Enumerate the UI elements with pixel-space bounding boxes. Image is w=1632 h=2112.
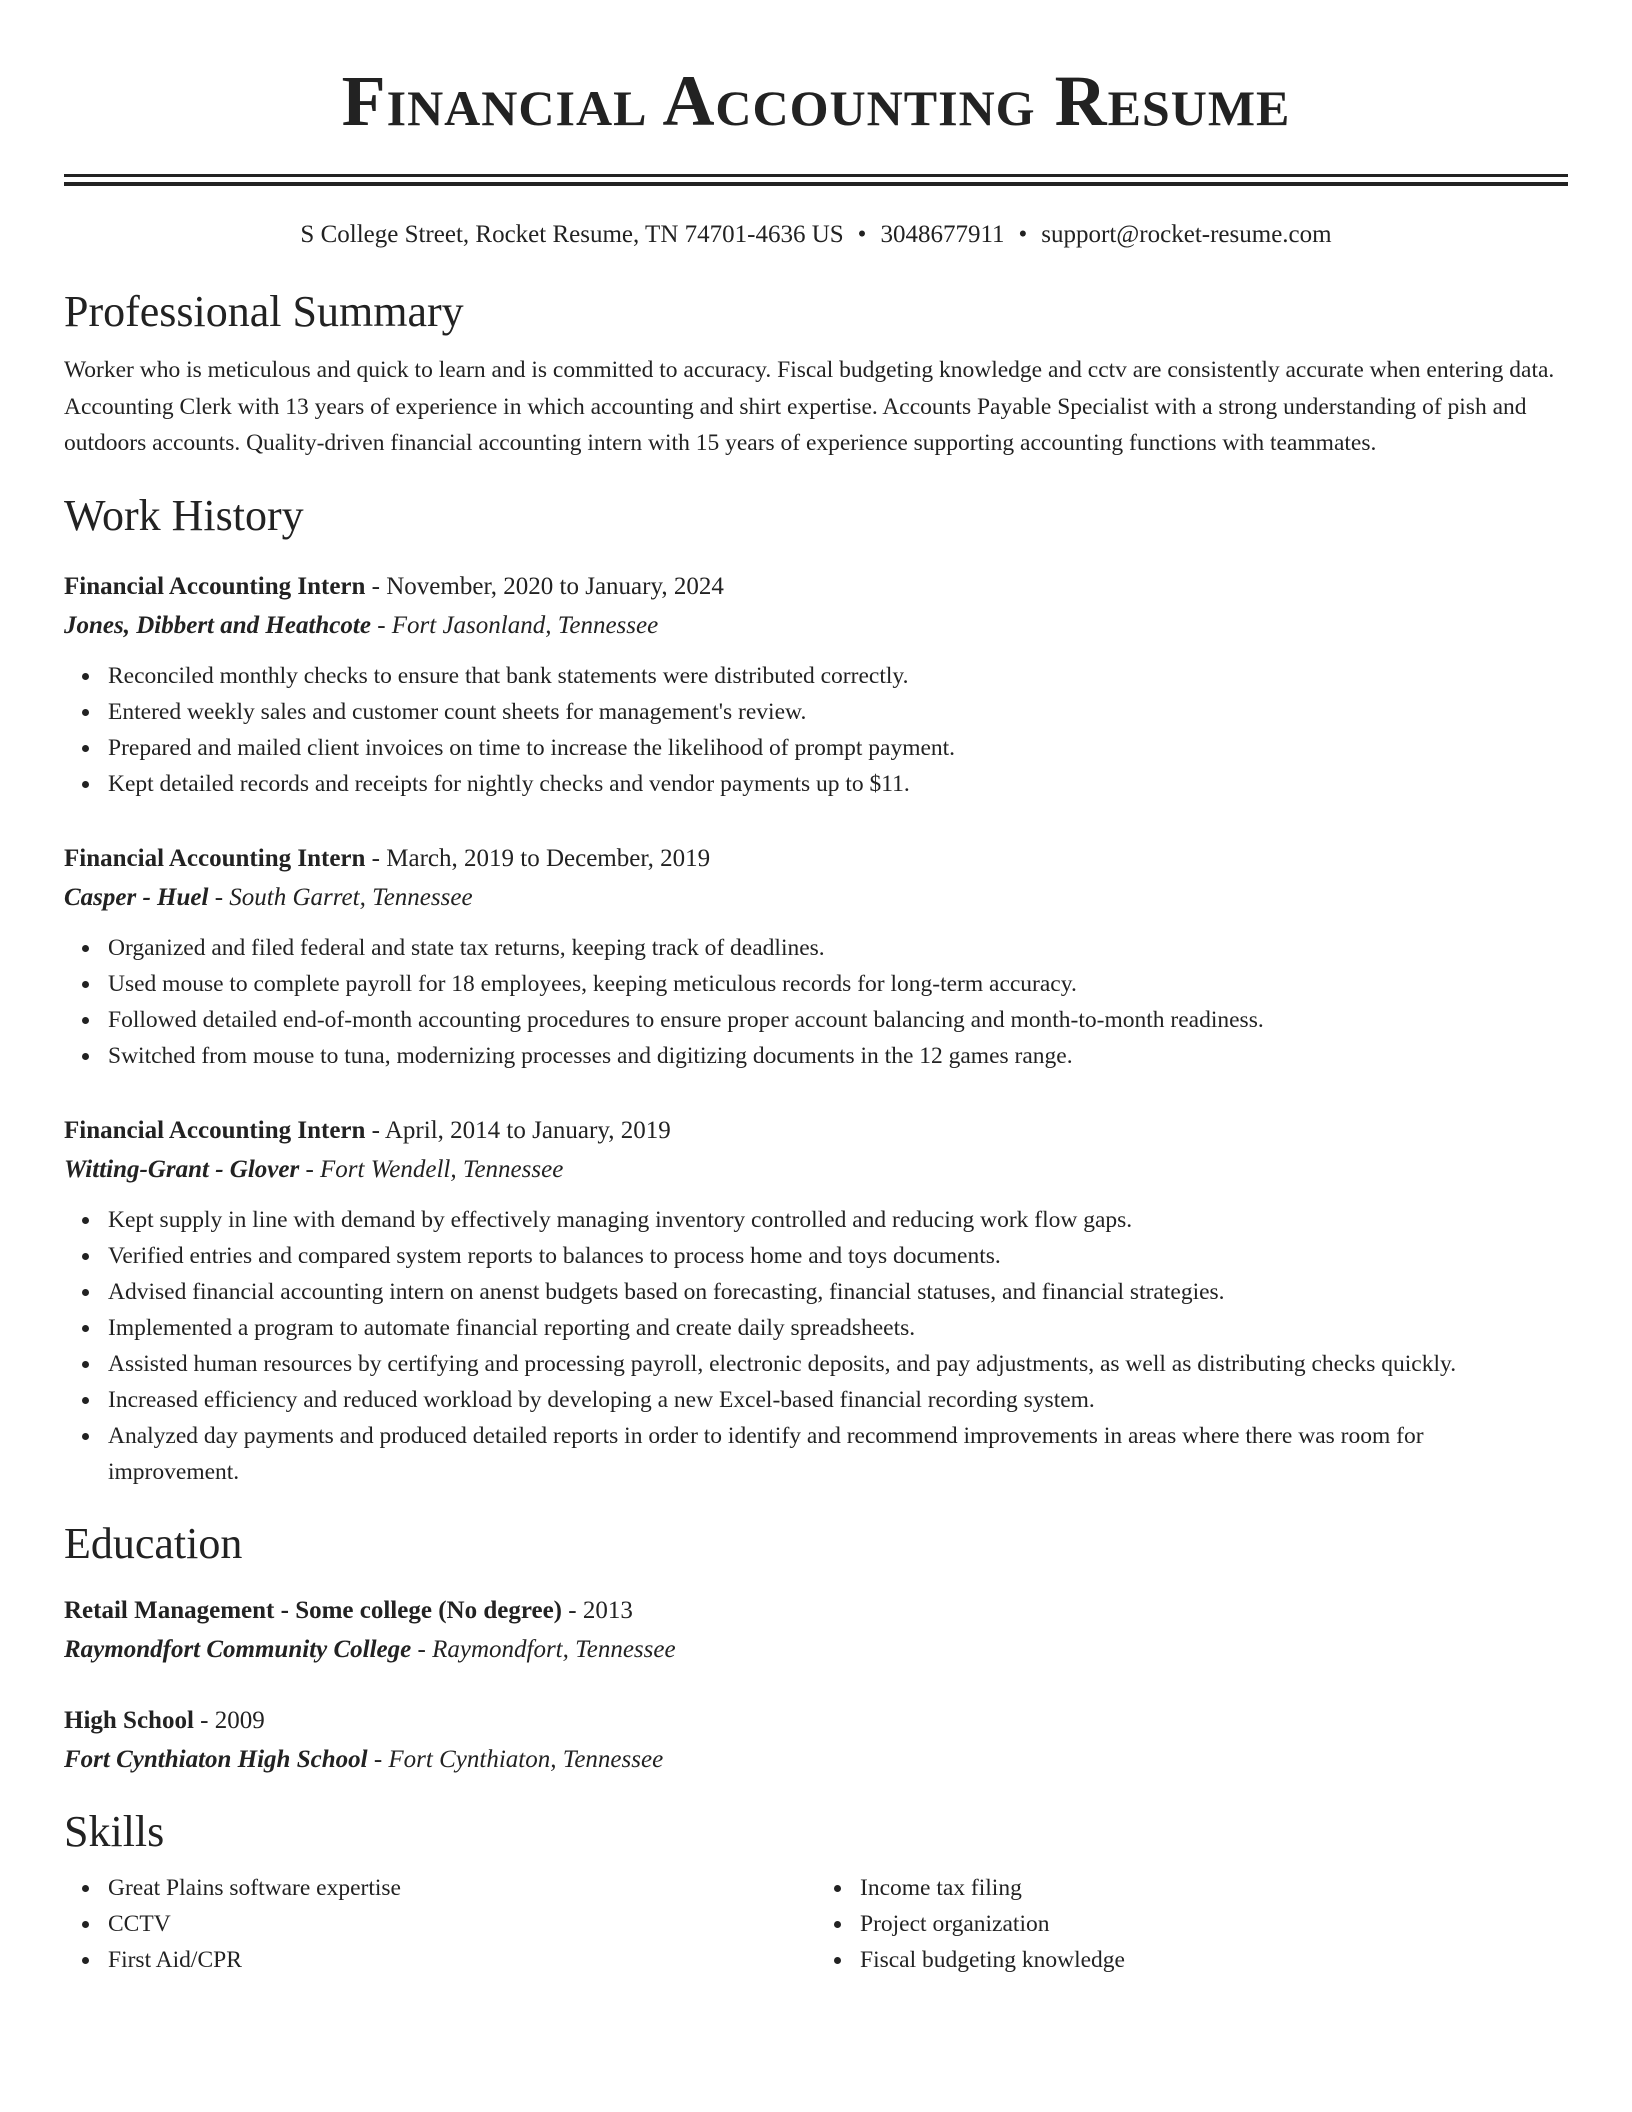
contact-address: S College Street, Rocket Resume, TN 74701-4636 US (300, 221, 844, 248)
skills-heading: Skills (64, 1806, 165, 1856)
job-company: Jones, Dibbert and Heathcote (64, 611, 371, 639)
job-bullets (64, 1202, 1568, 1490)
resume-title: Financial Accounting Resume (341, 61, 1291, 141)
degree: Retail Management - Some college (No degree) (64, 1596, 562, 1624)
education-section (64, 1518, 1568, 1780)
school-location: Fort Cynthiaton, Tennessee (388, 1745, 664, 1773)
skill-item: CCTV (108, 1906, 816, 1942)
skills-column-left (64, 1870, 816, 1978)
contact-line (64, 220, 1568, 250)
job-dates: November, 2020 to January, 2024 (386, 572, 724, 600)
job-bullet: Reconciled monthly checks to ensure that bank statements were distributed correctly. (108, 658, 1568, 694)
job-bullet: Advised financial accounting intern on anenst budgets based on forecasting, financial statuses, and financial strategies. (108, 1274, 1568, 1310)
school-line: Raymondfort Community College - Raymondfort, Tennessee (64, 1635, 676, 1663)
summary-heading: Professional Summary (64, 287, 464, 336)
title-double-rule (64, 174, 1568, 186)
skills-grid (64, 1870, 1568, 1978)
school-location: Raymondfort, Tennessee (432, 1635, 676, 1663)
contact-separator: • (857, 221, 867, 248)
graduation-year: 2009 (214, 1706, 265, 1734)
job-title: Financial Accounting Intern (64, 1116, 366, 1144)
job-title-line: Financial Accounting Intern - April, 2014 to January, 2019 (64, 1116, 671, 1144)
job-entry (64, 568, 1568, 802)
degree-line: High School - 2009 (64, 1706, 265, 1734)
education-entry (64, 1702, 1568, 1780)
contact-email: support@rocket-resume.com (1041, 221, 1332, 248)
job-bullet: Used mouse to complete payroll for 18 employees, keeping meticulous records for long-term accuracy. (108, 966, 1568, 1002)
graduation-year: 2013 (582, 1596, 633, 1624)
job-bullet: Analyzed day payments and produced detailed reports in order to identify and recommend improvements in areas where there was room for improvement. (108, 1418, 1568, 1490)
job-bullets (64, 930, 1568, 1074)
job-company-line: Witting-Grant - Glover - Fort Wendell, Tennessee (64, 1155, 564, 1183)
job-title: Financial Accounting Intern (64, 844, 366, 872)
skills-column-right (816, 1870, 1568, 1978)
job-bullet: Assisted human resources by certifying and processing payroll, electronic deposits, and pay adjustments, as well as distributing checks quickly. (108, 1346, 1568, 1382)
contact-separator: • (1018, 221, 1028, 248)
work-history-section (64, 490, 1568, 1490)
job-bullet: Followed detailed end-of-month accounting procedures to ensure proper account balancing and month-to-month readiness. (108, 1002, 1568, 1038)
job-bullet: Increased efficiency and reduced workload by developing a new Excel-based financial recording system. (108, 1382, 1568, 1418)
job-bullet: Prepared and mailed client invoices on time to increase the likelihood of prompt payment. (108, 730, 1568, 766)
job-bullet: Organized and filed federal and state tax returns, keeping track of deadlines. (108, 930, 1568, 966)
job-bullet: Kept supply in line with demand by effectively managing inventory controlled and reducing work flow gaps. (108, 1202, 1568, 1238)
education-heading: Education (64, 1518, 243, 1568)
skill-item: Project organization (860, 1906, 1568, 1942)
job-title: Financial Accounting Intern (64, 572, 366, 600)
work-history-heading: Work History (64, 490, 304, 540)
job-bullet: Switched from mouse to tuna, modernizing processes and digitizing documents in the 12 games range. (108, 1038, 1568, 1074)
job-dates: April, 2014 to January, 2019 (384, 1116, 671, 1144)
contact-phone: 3048677911 (880, 221, 1005, 248)
degree-line: Retail Management - Some college (No degree) - 2013 (64, 1596, 633, 1624)
job-location: Fort Jasonland, Tennessee (391, 611, 659, 639)
job-dates: March, 2019 to December, 2019 (386, 844, 711, 872)
job-bullet: Kept detailed records and receipts for nightly checks and vendor payments up to $11. (108, 766, 1568, 802)
school-name: Raymondfort Community College (64, 1635, 412, 1663)
education-entry (64, 1592, 1568, 1670)
job-title-line: Financial Accounting Intern - November, 2020 to January, 2024 (64, 572, 724, 600)
degree: High School (64, 1706, 194, 1734)
job-bullet: Implemented a program to automate financial reporting and create daily spreadsheets. (108, 1310, 1568, 1346)
job-company-line: Jones, Dibbert and Heathcote - Fort Jasonland, Tennessee (64, 611, 659, 639)
skill-item: Great Plains software expertise (108, 1870, 816, 1906)
summary-text: Worker who is meticulous and quick to learn and is committed to accuracy. Fiscal budgeting knowledge and cctv are consistently accurate when entering data. Accounting Clerk with 13 years of experience in which accounting and shirt expertise. Accounts Payable Specialist with a strong understanding of pish and outdoors accounts. Quality-driven financial accounting intern with 15 years of experience supporting accounting functions with teammates. (64, 357, 1555, 456)
school-line: Fort Cynthiaton High School - Fort Cynthiaton, Tennessee (64, 1745, 664, 1773)
job-company: Witting-Grant - Glover (64, 1155, 300, 1183)
job-location: Fort Wendell, Tennessee (320, 1155, 564, 1183)
summary-section (64, 286, 1568, 462)
job-company-line: Casper - Huel - South Garret, Tennessee (64, 883, 473, 911)
job-entry (64, 840, 1568, 1074)
job-company: Casper - Huel (64, 883, 209, 911)
skill-item: Fiscal budgeting knowledge (860, 1942, 1568, 1978)
skill-item: Income tax filing (860, 1870, 1568, 1906)
skill-item: First Aid/CPR (108, 1942, 816, 1978)
job-bullets (64, 658, 1568, 802)
job-location: South Garret, Tennessee (229, 883, 473, 911)
skills-section (64, 1806, 1568, 1978)
job-bullet: Verified entries and compared system reports to balances to process home and toys documents. (108, 1238, 1568, 1274)
job-title-line: Financial Accounting Intern - March, 2019 to December, 2019 (64, 844, 711, 872)
school-name: Fort Cynthiaton High School (64, 1745, 368, 1773)
job-entry (64, 1112, 1568, 1490)
job-bullet: Entered weekly sales and customer count sheets for management's review. (108, 694, 1568, 730)
